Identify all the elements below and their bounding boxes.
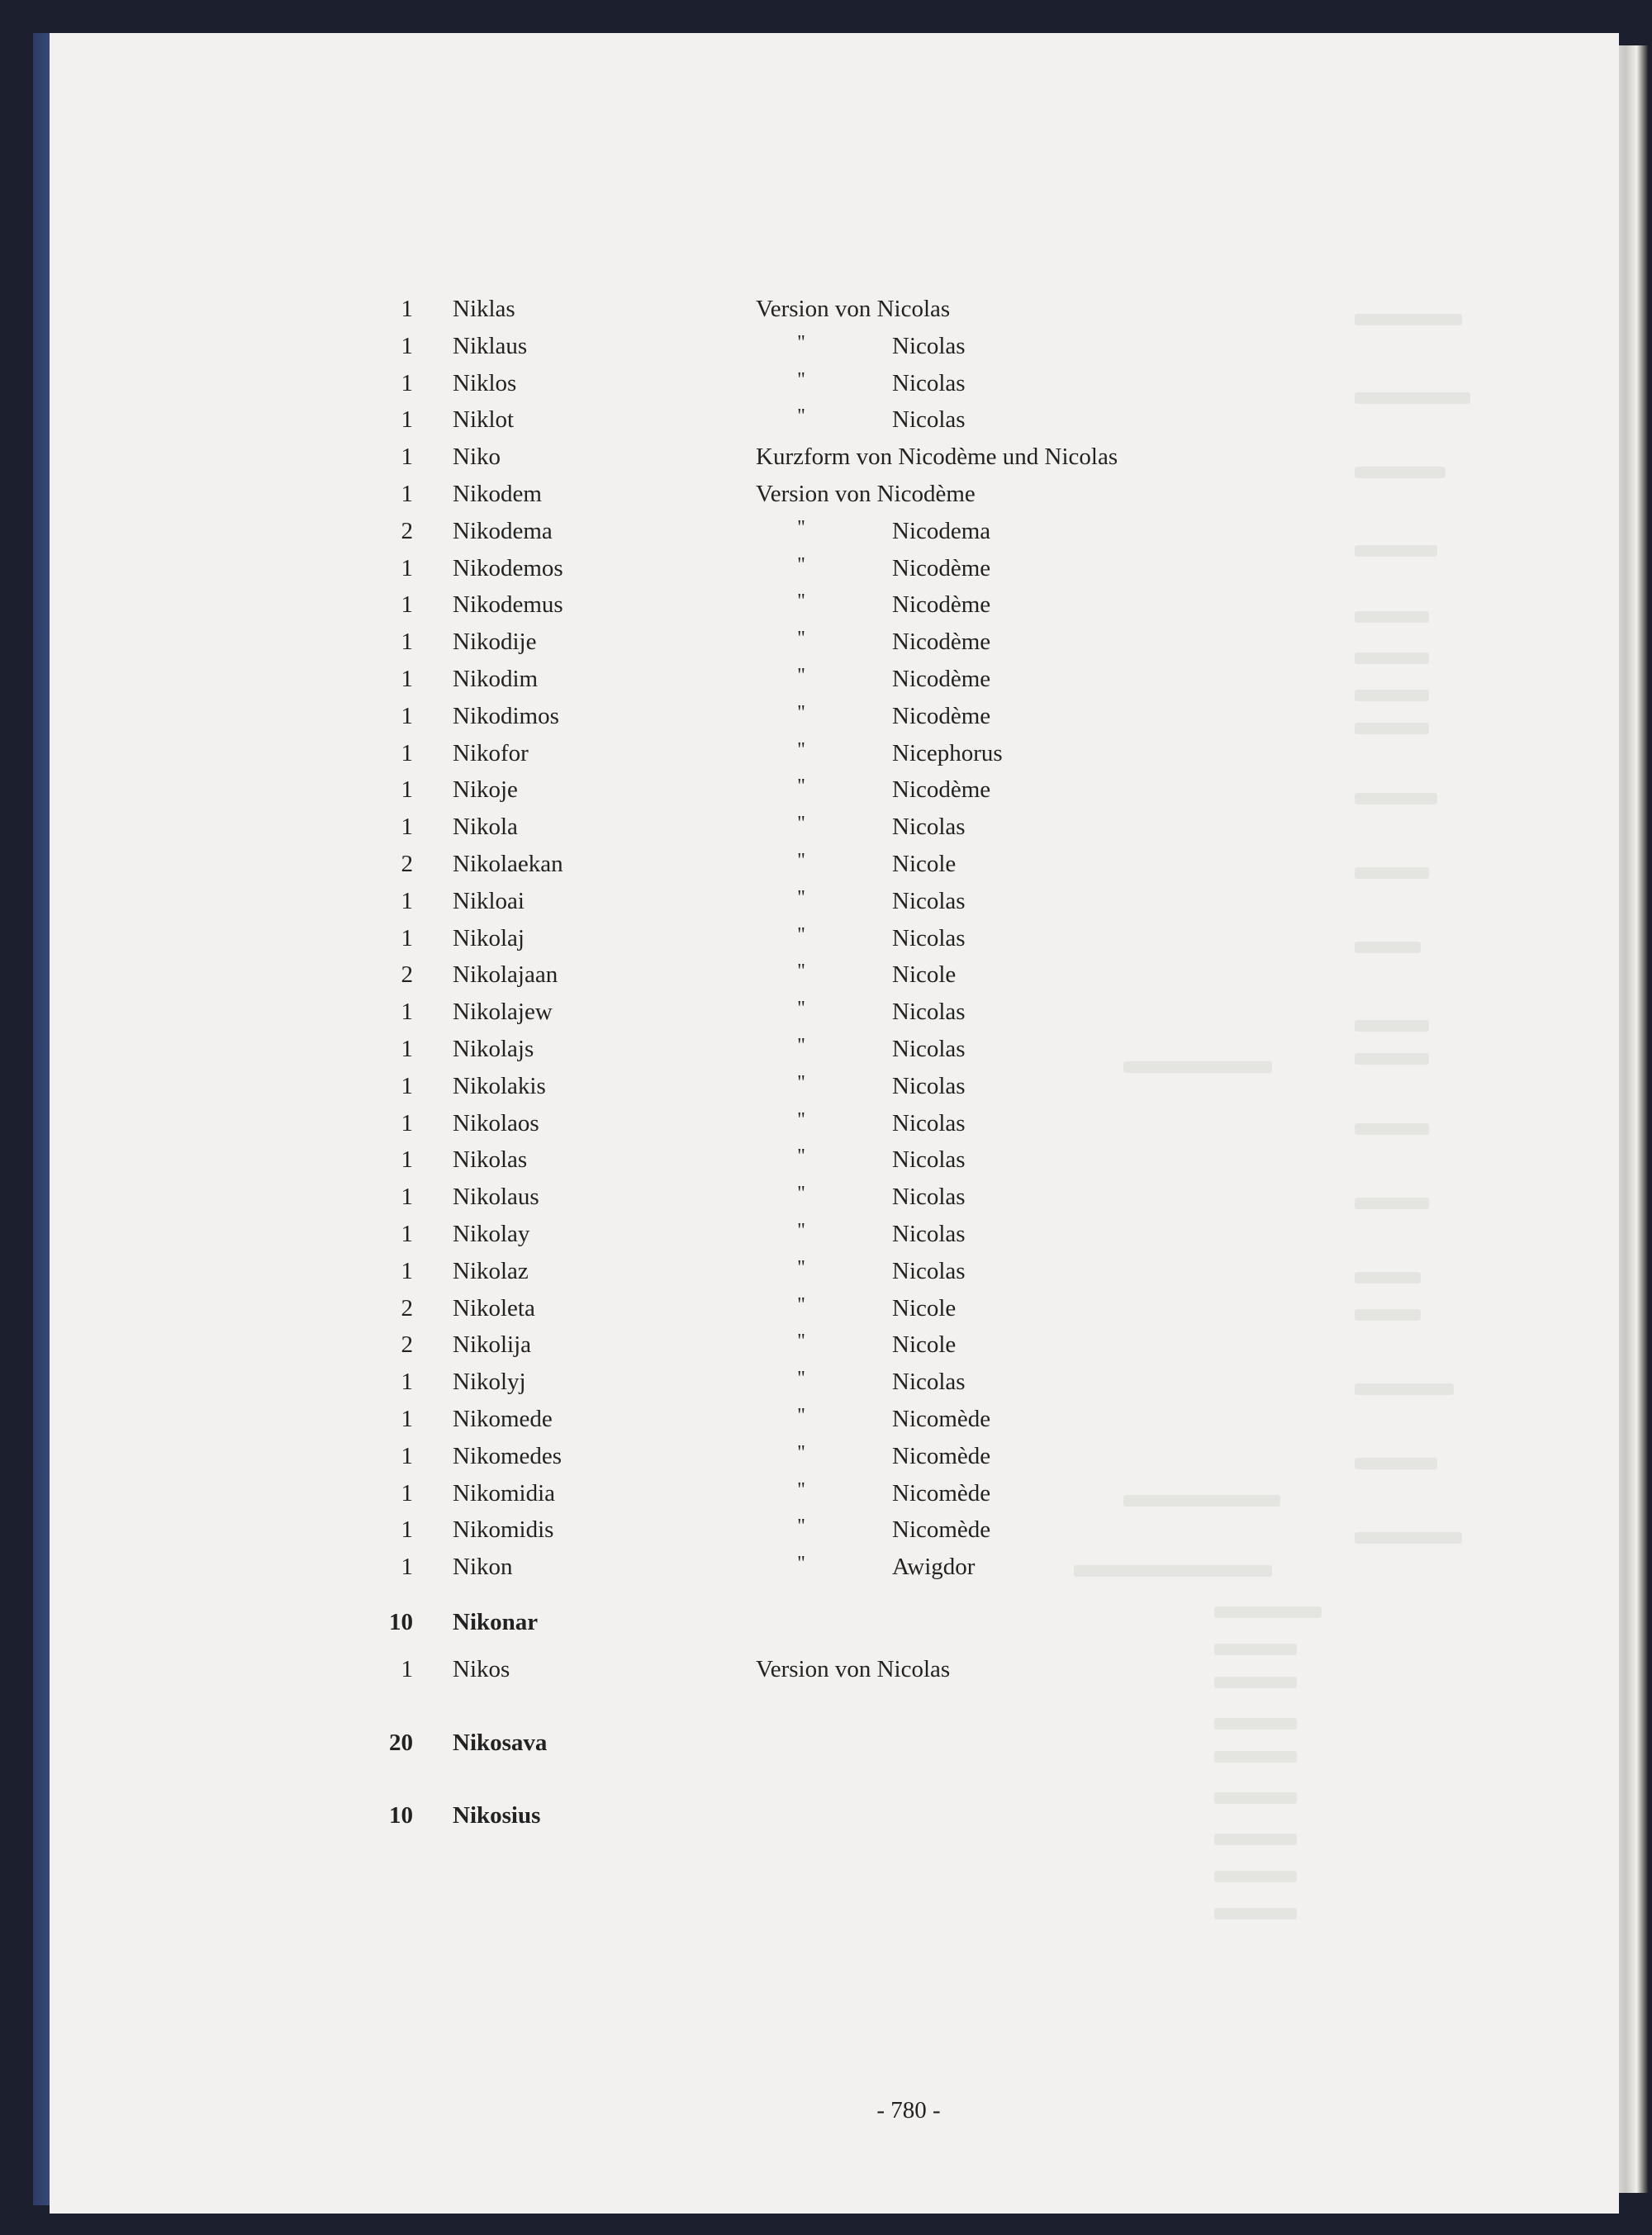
entry-name: Nikolakis	[453, 1073, 546, 1099]
ditto-mark: "	[797, 1035, 805, 1056]
entry-count: 2	[401, 1295, 413, 1322]
entry-description: Version von Nicodème	[756, 481, 976, 507]
entry-name: Nikofor	[453, 740, 529, 766]
entry-origin: Nicodema	[892, 518, 991, 544]
entry-origin: Nicomède	[892, 1480, 991, 1507]
entry-count: 1	[401, 1221, 413, 1247]
list-item	[0, 735, 1652, 771]
entry-name: Nikolaekan	[453, 851, 563, 877]
entry-name: Nikloai	[453, 888, 525, 914]
list-item	[0, 1326, 1652, 1363]
entry-count: 1	[401, 1480, 413, 1507]
entry-origin: Nicolas	[892, 406, 966, 433]
list-item	[0, 1401, 1652, 1437]
list-item	[0, 1511, 1652, 1548]
entry-description: Version von Nicolas	[756, 296, 951, 322]
list-item	[0, 1105, 1652, 1141]
entry-name: Nikomidis	[453, 1516, 554, 1543]
entry-count: 10	[389, 1609, 413, 1635]
ditto-mark: "	[797, 1109, 805, 1131]
ditto-mark: "	[797, 1146, 805, 1167]
entry-count: 1	[401, 1258, 413, 1284]
entry-name: Nikolajs	[453, 1036, 534, 1062]
page-number: - 780 -	[876, 2097, 941, 2123]
entry-origin: Nicolas	[892, 999, 966, 1025]
entry-count: 2	[401, 851, 413, 877]
entry-count: 1	[401, 740, 413, 766]
ditto-mark: "	[797, 1257, 805, 1279]
entry-name: Nikodema	[453, 518, 553, 544]
entry-count: 1	[401, 1110, 413, 1136]
list-item	[0, 1438, 1652, 1474]
list-item	[0, 661, 1652, 697]
ditto-mark: "	[797, 406, 805, 427]
ditto-mark: "	[797, 1368, 805, 1389]
ditto-mark: "	[797, 702, 805, 724]
entry-count: 10	[389, 1802, 413, 1829]
entry-name: Nikodimos	[453, 703, 559, 729]
list-item	[0, 771, 1652, 808]
entry-origin: Nicolas	[892, 333, 966, 359]
list-item	[0, 1290, 1652, 1326]
entry-name: Nikon	[453, 1554, 513, 1580]
entry-origin: Nicodème	[892, 555, 991, 581]
entry-count: 1	[401, 1036, 413, 1062]
list-item	[0, 809, 1652, 845]
list-item	[0, 1475, 1652, 1511]
entry-count: 1	[401, 591, 413, 618]
ditto-mark: "	[797, 1442, 805, 1464]
entry-count: 1	[401, 666, 413, 692]
entry-origin: Nicolas	[892, 1110, 966, 1136]
ditto-mark: "	[797, 517, 805, 539]
ditto-mark: "	[797, 739, 805, 761]
entry-origin: Nicodème	[892, 776, 991, 803]
ditto-mark: "	[797, 1220, 805, 1241]
list-item	[0, 883, 1652, 919]
entry-origin: Nicephorus	[892, 740, 1003, 766]
entry-origin: Nicolas	[892, 1369, 966, 1395]
list-item	[0, 439, 1652, 475]
entry-name: Nikolajew	[453, 999, 553, 1025]
entry-name: Nikolaz	[453, 1258, 529, 1284]
ditto-mark: "	[797, 776, 805, 797]
ditto-mark: "	[797, 554, 805, 576]
entry-name: Nikolaus	[453, 1184, 539, 1210]
entry-count: 1	[401, 333, 413, 359]
list-item	[0, 476, 1652, 512]
entry-origin: Nicolas	[892, 1184, 966, 1210]
list-item	[0, 1031, 1652, 1067]
entry-count: 2	[401, 1331, 413, 1358]
list-item	[0, 624, 1652, 660]
entry-name: Nikodije	[453, 629, 537, 655]
entry-count: 1	[401, 1516, 413, 1543]
list-item	[0, 1549, 1652, 1585]
entry-name: Nikolija	[453, 1331, 532, 1358]
entry-origin: Nicodème	[892, 629, 991, 655]
entry-origin: Nicodème	[892, 591, 991, 618]
entry-count: 1	[401, 703, 413, 729]
entry-count: 1	[401, 1369, 413, 1395]
entry-origin: Nicole	[892, 1331, 957, 1358]
entry-count: 1	[401, 370, 413, 396]
ditto-mark: "	[797, 628, 805, 649]
entry-name: Nikolaos	[453, 1110, 539, 1136]
entry-count: 2	[401, 518, 413, 544]
entry-name: Nikosava	[453, 1730, 548, 1756]
entry-name: Nikomidia	[453, 1480, 556, 1507]
ditto-mark: "	[797, 1516, 805, 1537]
list-item	[0, 328, 1652, 364]
entry-count: 1	[401, 406, 413, 433]
ditto-mark: "	[797, 1331, 805, 1352]
ditto-mark: "	[797, 1479, 805, 1501]
entry-name: Nikos	[453, 1656, 510, 1682]
entry-name: Niklaus	[453, 333, 528, 359]
entry-count: 1	[401, 1184, 413, 1210]
entry-count: 2	[401, 961, 413, 988]
list-item	[0, 1604, 1652, 1640]
entry-name: Niklas	[453, 296, 515, 322]
ditto-mark: "	[797, 961, 805, 982]
entry-origin: Nicole	[892, 961, 957, 988]
ditto-mark: "	[797, 665, 805, 686]
entry-count: 1	[401, 814, 413, 840]
entry-count: 1	[401, 1406, 413, 1432]
ditto-mark: "	[797, 1553, 805, 1574]
entry-name: Nikolyj	[453, 1369, 526, 1395]
list-item	[0, 513, 1652, 549]
entry-name: Nikodim	[453, 666, 539, 692]
entry-count: 1	[401, 776, 413, 803]
list-item	[0, 550, 1652, 586]
list-item	[0, 586, 1652, 623]
entry-count: 1	[401, 999, 413, 1025]
list-item	[0, 846, 1652, 882]
entry-count: 1	[401, 1554, 413, 1580]
entry-count: 1	[401, 481, 413, 507]
entry-count: 1	[401, 1073, 413, 1099]
list-item	[0, 994, 1652, 1030]
ditto-mark: "	[797, 591, 805, 612]
entry-description: Version von Nicolas	[756, 1656, 951, 1682]
ditto-mark: "	[797, 369, 805, 391]
entry-origin: Nicolas	[892, 1036, 966, 1062]
entry-name: Nikolay	[453, 1221, 530, 1247]
entry-count: 1	[401, 888, 413, 914]
entry-name: Nikomedes	[453, 1443, 563, 1469]
entry-name: Nikolaj	[453, 925, 525, 951]
entry-name: Nikodem	[453, 481, 542, 507]
list-item	[0, 401, 1652, 438]
ditto-mark: "	[797, 332, 805, 354]
entry-description: Kurzform von Nicodème und Nicolas	[756, 444, 1118, 470]
entry-origin: Nicolas	[892, 1146, 966, 1173]
entry-count: 20	[389, 1730, 413, 1756]
entry-origin: Nicolas	[892, 1258, 966, 1284]
list-item	[0, 920, 1652, 956]
ditto-mark: "	[797, 1183, 805, 1204]
entry-name: Nikola	[453, 814, 518, 840]
entry-name: Nikodemus	[453, 591, 563, 618]
entry-origin: Nicodème	[892, 666, 991, 692]
list-item	[0, 956, 1652, 993]
entry-count: 1	[401, 1443, 413, 1469]
entry-name: Niklot	[453, 406, 515, 433]
entry-name: Niko	[453, 444, 501, 470]
entry-count: 1	[401, 925, 413, 951]
entry-origin: Nicolas	[892, 888, 966, 914]
ditto-mark: "	[797, 850, 805, 871]
list-item	[0, 1216, 1652, 1252]
entry-count: 1	[401, 555, 413, 581]
entry-origin: Nicolas	[892, 1073, 966, 1099]
list-item	[0, 1364, 1652, 1400]
ditto-mark: "	[797, 1294, 805, 1316]
entry-name: Nikolajaan	[453, 961, 558, 988]
entry-origin: Nicomède	[892, 1516, 991, 1543]
ditto-mark: "	[797, 887, 805, 909]
entry-origin: Nicole	[892, 851, 957, 877]
entry-origin: Awigdor	[892, 1554, 976, 1580]
entry-origin: Nicolas	[892, 925, 966, 951]
entry-count: 1	[401, 1656, 413, 1682]
entry-count: 1	[401, 296, 413, 322]
entry-count: 1	[401, 444, 413, 470]
entry-name: Nikolas	[453, 1146, 528, 1173]
entry-origin: Nicolas	[892, 370, 966, 396]
list-item	[0, 1068, 1652, 1104]
entry-origin: Nicolas	[892, 814, 966, 840]
ditto-mark: "	[797, 924, 805, 946]
list-item	[0, 1141, 1652, 1178]
entry-name: Nikoleta	[453, 1295, 535, 1322]
list-item	[0, 291, 1652, 327]
entry-count: 1	[401, 629, 413, 655]
entry-origin: Nicomède	[892, 1406, 991, 1432]
list-item	[0, 698, 1652, 734]
ditto-mark: "	[797, 1072, 805, 1094]
list-item	[0, 1797, 1652, 1834]
list-item	[0, 1651, 1652, 1687]
entry-name: Nikonar	[453, 1609, 539, 1635]
ditto-mark: "	[797, 813, 805, 834]
list-item	[0, 365, 1652, 401]
entry-count: 1	[401, 1146, 413, 1173]
ditto-mark: "	[797, 1405, 805, 1426]
entry-name: Nikomede	[453, 1406, 553, 1432]
entry-origin: Nicodème	[892, 703, 991, 729]
list-item	[0, 1253, 1652, 1289]
list-item	[0, 1179, 1652, 1215]
entry-name: Niklos	[453, 370, 517, 396]
ditto-mark: "	[797, 998, 805, 1019]
entry-origin: Nicolas	[892, 1221, 966, 1247]
entry-name: Nikodemos	[453, 555, 563, 581]
entry-name: Nikosius	[453, 1802, 541, 1829]
list-item	[0, 1725, 1652, 1761]
entry-origin: Nicomède	[892, 1443, 991, 1469]
entry-origin: Nicole	[892, 1295, 957, 1322]
entry-name: Nikoje	[453, 776, 518, 803]
